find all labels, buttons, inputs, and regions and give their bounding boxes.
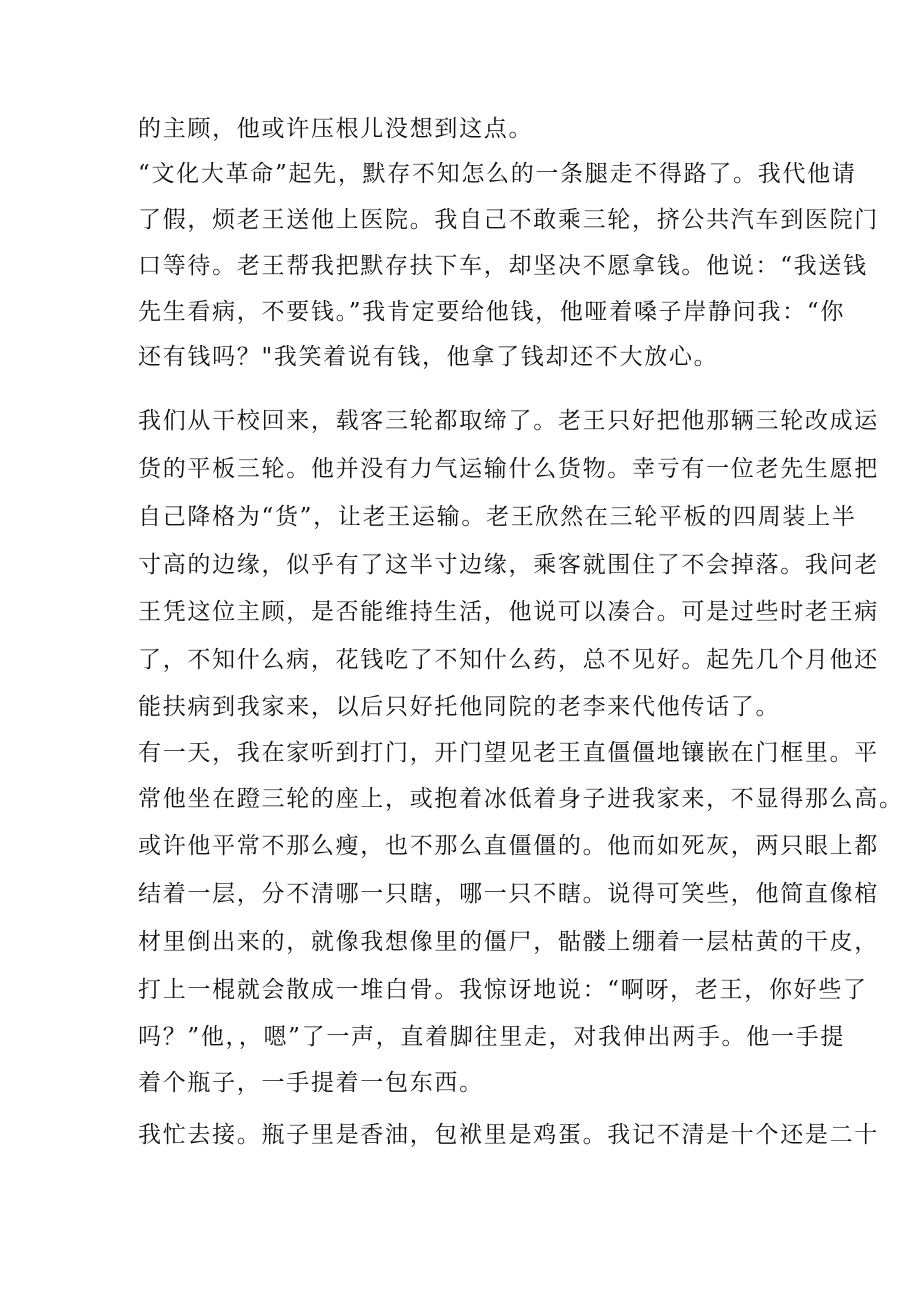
text-line: 结着一层，分不清哪一只瞎，哪一只不瞎。说得可笑些，他简直像棺 <box>138 881 879 907</box>
text-line: 或许他平常不那么瘦，也不那么直僵僵的。他而如死灰，两只眼上都 <box>138 833 879 859</box>
text-line: 着个瓶子，一手提着一包东西。 <box>138 1070 484 1096</box>
text-line: 材里倒出来的，就像我想像里的僵尸，骷髅上绷着一层枯黄的干皮， <box>138 929 879 955</box>
text-line: “文化大革命”起先，默存不知怎么的一条腿走不得路了。我代他请 <box>138 161 857 187</box>
text-line: 货的平板三轮。他并没有力气运输什么货物。幸亏有一位老先生愿把 <box>138 456 879 482</box>
text-line: 先生看病，不要钱。”我肯定要给他钱，他哑着嗓子岸静问我：“你 <box>138 299 846 325</box>
text-line: 了，不知什么病，花钱吃了不知什么药，总不见好。起先几个月他还 <box>138 647 879 673</box>
text-line: 自己降格为“货”，让老王运输。老王欣然在三轮平板的四周装上半 <box>138 504 857 530</box>
text-line: 王凭这位主顾，是否能维持生活，他说可以凑合。可是过些时老王病 <box>138 599 879 625</box>
text-line: 口等待。老王帮我把默存扶下车，却坚决不愿拿钱。他说：“我送钱 <box>138 253 868 279</box>
text-line: 常他坐在蹬三轮的座上，或抱着冰低着身子进我家来，不显得那么高。 <box>138 786 904 812</box>
text-line: 我忙去接。瓶子里是香油，包袱里是鸡蛋。我记不清是十个还是二十 <box>138 1122 879 1148</box>
text-line: 我们从干校回来，载客三轮都取缔了。老王只好把他那辆三轮改成运 <box>138 408 879 434</box>
text-line: 吗？”他，，嗯”了一声，直着脚往里走，对我伸出两手。他一手提 <box>138 1024 846 1050</box>
text-line: 了假，烦老王送他上医院。我自己不敢乘三轮，挤公共汽车到医院门 <box>138 207 879 233</box>
text-line: 寸高的边缘，似乎有了这半寸边缘，乘客就围住了不会掉落。我问老 <box>138 552 879 578</box>
text-line: 有一天，我在家听到打门，开门望见老王直僵僵地镶嵌在门框里。平 <box>138 740 879 766</box>
text-line: 还有钱吗？"我笑着说有钱，他拿了钱却还不大放心。 <box>138 344 719 370</box>
text-line: 能扶病到我家来，以后只好托他同院的老李来代他传话了。 <box>138 694 781 720</box>
text-line: 打上一棍就会散成一堆白骨。我惊讶地说：“啊呀，老王，你好些了 <box>138 977 868 1003</box>
text-line: 的主顾，他或许压根儿没想到这点。 <box>138 116 534 142</box>
